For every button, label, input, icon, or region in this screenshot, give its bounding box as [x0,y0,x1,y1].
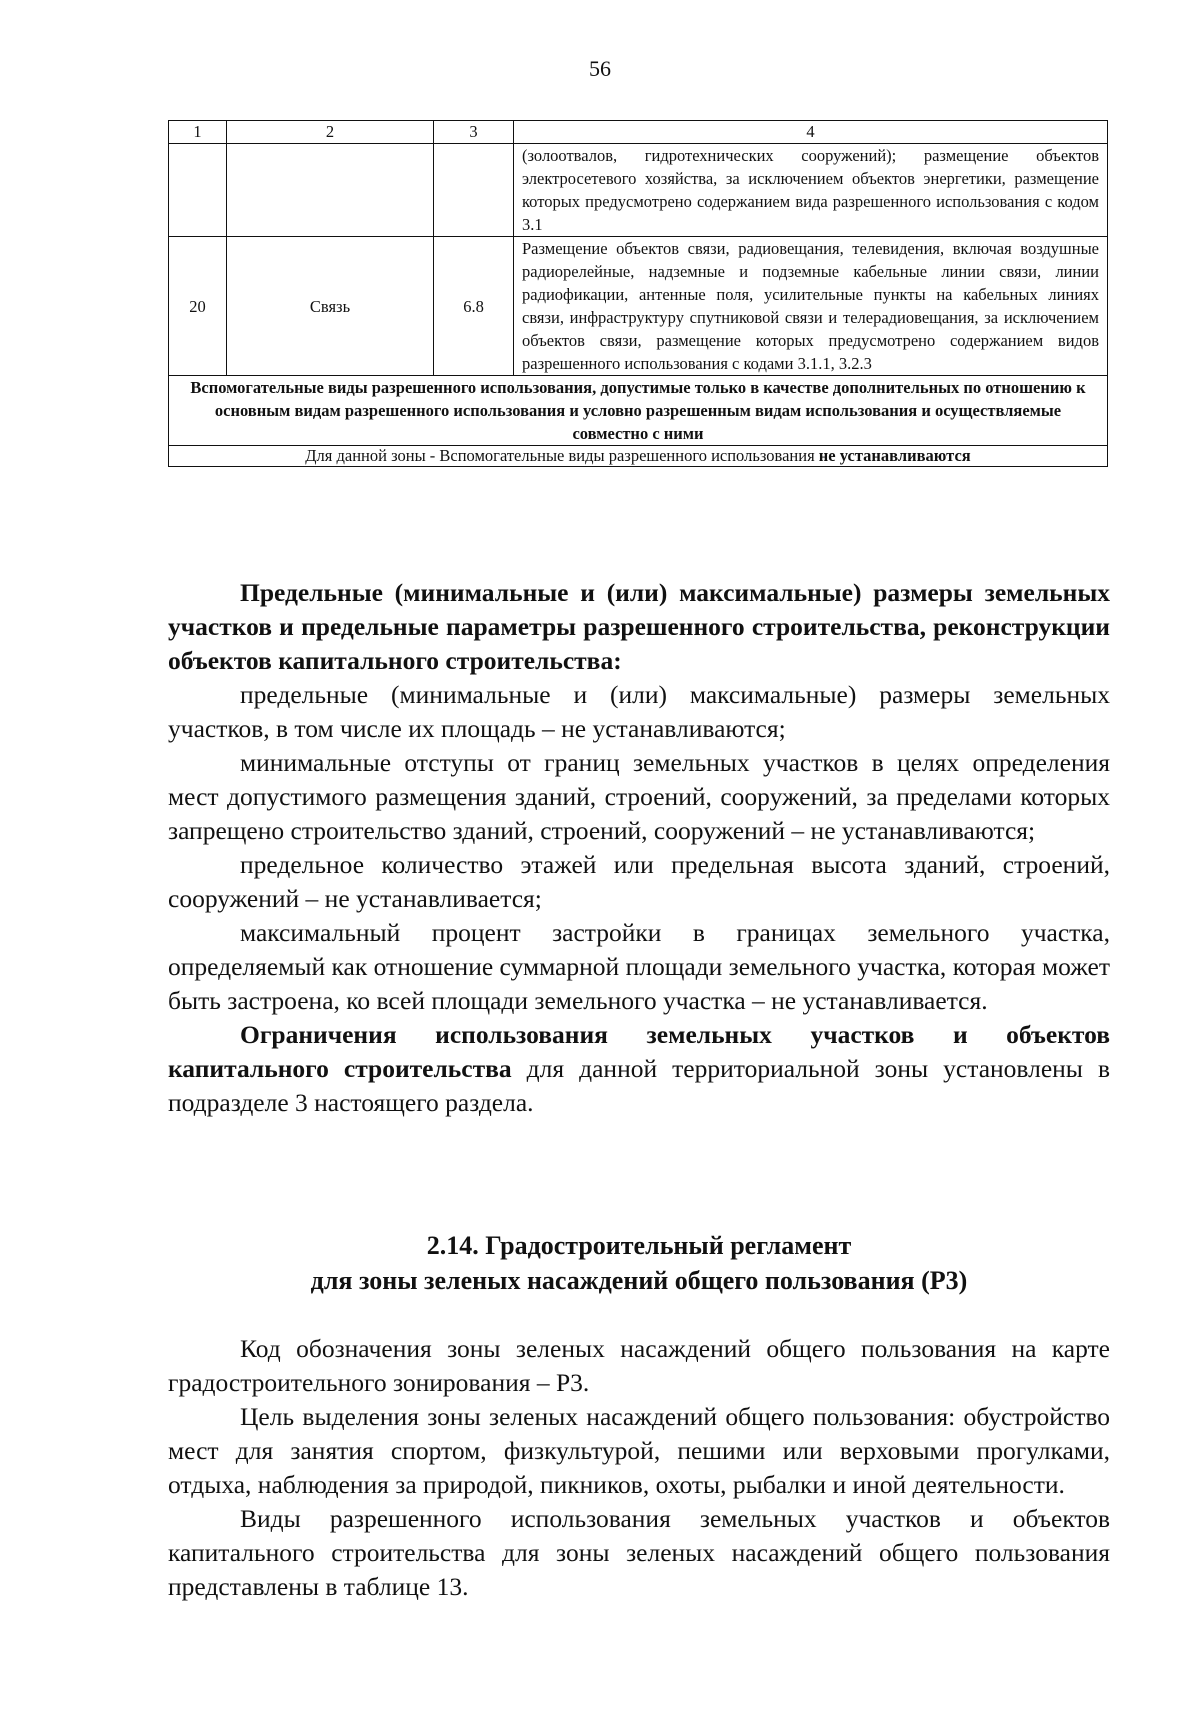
section-title-line1: 2.14. Градостроительный регламент [426,1231,852,1260]
limits-item: предельное количество этажей или предельная высота зданий, строений, сооружений – не устанавливается; [168,850,1110,913]
row-name: Связь [227,237,434,376]
row-code [434,144,514,237]
auxiliary-heading-row [169,376,1108,446]
auxiliary-note-row [169,446,1108,467]
limits-heading: Предельные (минимальные и (или) максимальные) размеры земельных участков и предельные параметры разрешенного строительства, реконструкции объектов капитального строительства: [168,578,1110,675]
page-number: 56 [589,56,611,81]
row-code: 6.8 [434,237,514,376]
row-number: 20 [169,237,227,376]
column-number-3: 3 [434,121,514,144]
auxiliary-heading: Вспомогательные виды разрешенного использования, допустимые только в качестве дополнительных по отношению к основным видам разрешенного использования и условно разрешенным видам использования и осуществляемые совместно с ними [169,376,1108,446]
table-row [169,237,1108,376]
section-paragraph: Цель выделения зоны зеленых насаждений общего пользования: обустройство мест для занятия спортом, физкультурой, пешими или верховыми прогулками, отдыха, наблюдения за природой, пикников, охоты, рыбалки и иной деятельности. [168,1402,1110,1499]
column-number-1: 1 [169,121,227,144]
row-number [169,144,227,237]
land-use-table [168,120,1108,467]
section-2-14 [168,1228,1110,1604]
section-paragraph: Виды разрешенного использования земельных участков и объектов капитального строительства для зоны зеленых насаждений общего пользования представлены в таблице 13. [168,1504,1110,1601]
limits-item: максимальный процент застройки в границах земельного участка, определяемый как отношение суммарной площади земельного участка, которая может быть застроена, ко всей площади земельного участка – не устанавливается. [168,918,1110,1015]
column-number-2: 2 [227,121,434,144]
section-paragraph: Код обозначения зоны зеленых насаждений общего пользования на карте градостроительного зонирования – Р3. [168,1334,1110,1397]
auxiliary-note-bold: не устанавливаются [818,446,971,465]
restrictions-text: для данной территориальной зоны установлены в подразделе 3 настоящего раздела. [168,1054,1111,1117]
limits-item: минимальные отступы от границ земельных участков в целях определения мест допустимого размещения зданий, строений, сооружений, за пределами которых запрещено строительство зданий, строений, сооружений – не устанавливаются; [168,748,1110,845]
row-description: Размещение объектов связи, радиовещания, телевидения, включая воздушные радиорелейные, надземные и подземные кабельные линии связи, линии радиофикации, антенные поля, усилительные пункты на кабельных линиях связи, инфраструктуру спутниковой связи и телерадиовещания, за исключением объектов связи, размещение которых предусмотрено содержанием видов разрешенного использования с кодами 3.1.1, 3.2.3 [514,237,1108,376]
column-number-4: 4 [514,121,1108,144]
auxiliary-note-text: Для данной зоны - Вспомогательные виды разрешенного использования [305,446,819,465]
limits-section [168,576,1110,1120]
section-title-line2: для зоны зеленых насаждений общего пользования (Р3) [310,1266,968,1295]
auxiliary-note [169,446,1108,467]
table-header-row [169,121,1108,144]
restrictions-paragraph [168,1018,1110,1120]
section-title [168,1228,1110,1298]
row-description: (золоотвалов, гидротехнических сооружений); размещение объектов электросетевого хозяйства, за исключением объектов энергетики, размещение которых предусмотрено содержанием вида разрешенного использования с кодом 3.1 [514,144,1108,237]
restrictions-bold-text: Ограничения использования земельных участков и объектов капитального строительства [168,1020,1110,1083]
table-row [169,144,1108,237]
limits-item: предельные (минимальные и (или) максимальные) размеры земельных участков, в том числе их площадь – не устанавливаются; [168,680,1110,743]
row-name [227,144,434,237]
